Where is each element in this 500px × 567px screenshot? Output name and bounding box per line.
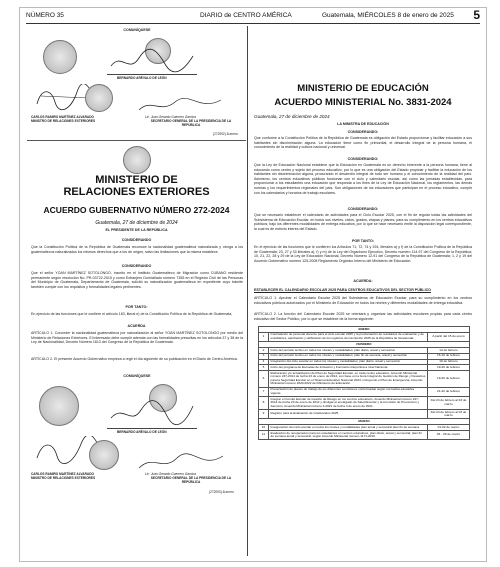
decree-place-date: Guatemala, 27 de diciembre de 2024 <box>95 220 178 226</box>
minister-heading: LA MINISTRA DE EDUCACIÓN <box>337 122 389 126</box>
row-number: 7 <box>259 387 269 396</box>
header-rule <box>26 23 480 24</box>
coat-of-arms-seal-bottom-icon <box>39 386 79 426</box>
row-number: 1 <box>259 332 269 341</box>
ministerial-decree-title: ACUERDO MINISTERIAL No. 3831-2024 <box>274 97 452 108</box>
r-paragraph-4: En el ejercicio de las funciones que le confieren los Artículos 71, 72, 74 y 194, literales a) y f) de la Constitución Política de la República de Guatemala; 23, 27 y 33 literales a), f) y m) de la Ley del Organismo Ejecutivo, Decreto número 114-97 del Congreso de la República; 10, 21, 22, 28 y 29 de la Ley de Educación Nacional, Decreto Número 12-91 del Congreso de la República de Guatemala; 1, 2 y 19 del Acuerdo Gubernativo número 125-2008 Reglamento Orgánico Interno del Ministerio de Educación. <box>254 245 472 263</box>
por-tanto: POR TANTO: <box>125 305 148 309</box>
signature-line <box>107 74 197 75</box>
r-considerando-2: CONSIDERANDO: <box>347 157 379 161</box>
table-row <box>259 371 470 388</box>
activity-date: 15-16 de febrero <box>428 353 470 359</box>
row-number: 5 <box>259 365 269 371</box>
secretary-title-top: SECRETARIO GENERAL DE LA PRESIDENCIA DE LA REPÚBLICA <box>150 119 232 128</box>
paragraph-2: Que el señor YOAN MARTÍNEZ SOTOLONGO, inscrito en el Instituto Guatemalteco de Migración como CUBANO residente permanente según resolución No. PR-03722-2015 y como Extranjero Domiciliado número 7355 en el Registro Civil de las Personas del Municipio de Guatemala, Departamento de Guatemala, solicitó su naturalización guatemalteca en expediente cuyo trámite también cumple con los requisitos y formalidades legales pertinentes. <box>31 271 243 289</box>
right-column <box>250 26 476 556</box>
paragraph-3: En ejercicio de las funciones que le confiere el artículo 183, literal e) de la Constitución Política de la República de Guatemala, <box>31 312 233 316</box>
row-number: 8 <box>259 397 269 410</box>
row-number: 3 <box>259 353 269 359</box>
minister-title-top: MINISTRO DE RELACIONES EXTERIORES <box>31 119 96 123</box>
activity-text: Inauguración del ciclo escolar en todos los niveles y modalidades plan anual y semestral plan fin de semana. <box>269 425 428 431</box>
activity-date: 19-26 de febrero <box>428 371 470 388</box>
activity-date: 01-02 de marzo <box>428 425 470 431</box>
row-number: 4 <box>259 359 269 365</box>
minister-name-top: CARLOS RAMIRO MARTÍNEZ ALVARADO <box>31 115 94 119</box>
secretary-signature-bottom-icon <box>135 452 227 474</box>
r-establece: ESTABLECER EL CALENDARIO ESCOLAR 2025 PARA CENTROS EDUCATIVOS DEL SECTOR PÚBLICO <box>254 288 431 292</box>
activity-text: Elaboración y/o actualización del Plan de Seguridad Escolar, en cada centro educativo, Acuerdo Ministerial número 247-2014 de fecha 23 de enero de 2014, con base en la Guía Integral de Gestión de Riesgo y Desastres para la Seguridad Escolar en el Sistema Educativo Nacional 2023, incluyendo el Plan de Emergencia, Acuerdo Ministerial número 1820-2022 del Ministerio de Educación. <box>269 371 428 388</box>
president-signature-icon <box>107 48 197 74</box>
activity-text: Inicio del período lectivo en todos los niveles y modalidades; plan fin de semana, anual y semestral. <box>269 353 428 359</box>
row-number: 11 <box>259 430 269 439</box>
considerando-2: CONSIDERANDO <box>121 264 152 268</box>
president-name-bottom: BERNARDO ARÉVALO DE LEÓN <box>117 430 167 434</box>
publication-ref-bottom: (272093)-8-enero <box>209 490 234 494</box>
r-por-tanto: POR TANTO: <box>351 239 375 243</box>
r-article-1: ARTÍCULO 1. Aprobar el Calendario Escolar 2025 del Subsistema de Educación Escolar, para su cumplimiento en los centros educativos públicos autorizados por el Ministerio de Educación en todos los niveles y diferentes modalidades de entrega educativa. <box>254 296 472 305</box>
activity-date: 19 de febrero <box>428 359 470 365</box>
activity-text: Evaluación de recuperación para los estudiantes en centros educativos, plan diario, anual y semestral; plan fin de semana anual y semestral, según Acuerdo Ministerial número 1171-2010. <box>269 430 428 439</box>
column-divider <box>247 26 248 556</box>
ministry-seal-icon <box>85 84 113 112</box>
activity-text: Inicio del programa de Escuelas de Iniciación y Formación Deportiva a nivel Nacional. <box>269 365 428 371</box>
president-name-top: BERNARDO ARÉVALO DE LEÓN <box>117 76 167 80</box>
r-paragraph-3: Que se necesario establecer el calendario de actividades para el Ciclo Escolar 2025, con el fin de regular todas las actividades del Subsistema de Educación Escolar, en todos sus niveles, ciclos, grados, etapas y planes; para su cumplimiento en los centros educativos públicos; bajo los diferentes modalidades de entrega educativa, por lo que se hace necesario emitir la disposición legal correspondiente, la cual es de estricto interés del Estado. <box>254 213 472 231</box>
ministry-name: MINISTERIO DE EDUCACIÓN <box>297 83 429 94</box>
month-heading: FEBRERO <box>259 342 470 348</box>
article-2: ARTÍCULO 2. El presente Acuerdo Gubernativo empieza a regir el día siguiente de su publicación en el Diario de Centro América. <box>31 357 238 361</box>
ministry-name-line2: RELACIONES EXTERIORES <box>63 186 210 198</box>
considerando-1: CONSIDERANDO <box>121 238 152 242</box>
activity-date: 21-22 de febrero <box>428 387 470 396</box>
activity-text: Inicio del período lectivo en todos los niveles y modalidades; plan diario, anual y semestral. <box>269 347 428 353</box>
minister-name-bottom: CARLOS RAMIRO MARTÍNEZ ALVARADO <box>31 472 94 476</box>
table-row <box>259 332 470 341</box>
paragraph-1: Que la Constitución Política de la República de Guatemala reconoce la nacionalidad guatemalteca naturalizada y otorga a los guatemaltecos naturalizados los mismos derechos que a los de origen, salvo las limitaciones que la misma establece. <box>31 245 243 254</box>
decree-title: ACUERDO GUBERNATIVO NÚMERO 272-2024 <box>43 205 230 215</box>
left-column <box>27 26 246 556</box>
publication-ref-top: (272092)-8-enero <box>213 132 238 136</box>
activity-text: Registro para la Evaluación de Graduandos 2025. <box>269 409 428 418</box>
section-rule <box>27 140 246 141</box>
acuerda-heading: ACUERDA <box>127 324 146 328</box>
page-number: 5 <box>473 8 480 22</box>
ministry-name-line1: MINISTERIO DE <box>95 174 178 186</box>
activity-date: 19-26 de febrero <box>428 365 470 371</box>
row-number: 10 <box>259 425 269 431</box>
activity-text: Integración del ciclo escolar en todos los niveles y modalidades; plan diario, anual y semestral. <box>269 359 428 365</box>
issue-number: NÚMERO 35 <box>26 12 64 19</box>
secretary-name-bottom: Lic. Juan Gerardo Guerrero Garnica <box>145 472 197 476</box>
activity-text: Integrar el Comité Escolar de Gestión de Riesgo en los centros educativos, Acuerdo Ministerial número 247-2014 de fecha 23 de enero de 2014 y divulgar el encargado de Salud Escolar y la Comisión de Prevención y Atención, Acuerdo Ministerial número 3-2021 de fecha 4 de enero de 2021. <box>269 397 428 410</box>
month-heading: ENERO <box>259 327 470 333</box>
r-paragraph-1: Que conforme a la Constitución Política de la República de Guatemala es obligación del Estado proporcionar y facilitar educación a sus habitantes sin discriminación alguna. La educación tiene como fin primordial, el desarrollo integral de la persona humana, el conocimiento de la realidad y cultura nacional y universal. <box>254 136 472 150</box>
table-row <box>259 397 470 410</box>
newspaper-name: DIARIO de CENTRO AMÉRICA <box>200 12 292 19</box>
row-number: 2 <box>259 347 269 353</box>
r-considerando-1: CONSIDERANDO: <box>347 130 379 134</box>
signature-line-bottom <box>107 428 197 429</box>
guatemala-emblem-icon <box>123 146 151 174</box>
activity-date: 03 - 09 de marzo <box>428 430 470 439</box>
r-paragraph-2: Que la Ley de Educación Nacional establece que la Educación en Guatemala es un derecho inherente a la persona humana, tiene al educando como centro y sujeto del proceso educativo, por lo que es una obligación del Estado propiciar y facilitar la educación de los habitantes sin discriminación alguna, procurando el desarrollo integral de todo ser humano y el conocimiento de la realidad del país. Asimismo, los centros educativos públicos funcionan con el ciclo y calendario escolar, así como las jornadas establecidas, para proporcionar a los estudiantes una educación que responda a los fines de la Ley de Educación Nacional, los reglamentos, las demás normas y los requerimientos regionales del país. Son obligaciones de los educadores que participan en el proceso educativo, cumplir con los calendarios y horarios de trabajo escolares. <box>254 163 472 195</box>
ministry-seal-bottom-icon <box>89 440 119 470</box>
activity-date: Del 24 de febrero al 03 de marzo <box>428 409 470 418</box>
table-row <box>259 387 470 396</box>
president-signature-bottom-icon <box>107 398 197 428</box>
secretary-name-top: Lic. Juan Gerardo Guerrero Garnica <box>145 115 197 119</box>
issue-date: Guatemala, MIÉRCOLES 8 de enero de 2025 <box>322 12 454 19</box>
activity-text: Contratación de personal docente para el ciclo escolar 2025 y la proclamación de resultados de evaluación y de estudiantes, aprobación y ratificación de los registros de inscripción 2025 de la República de Guatemala. <box>269 332 428 341</box>
activity-date: 14 de febrero <box>428 347 470 353</box>
r-article-2: ARTÍCULO 2. La función del Calendario Escolar 2025 se orientará y organizar las actividades escolares propias para cada centro educativo del Sector Público, por lo que se establece de la forma siguiente: <box>254 312 472 321</box>
activity-text: Presentación de planes de trabajo de los diferentes comisiones conformadas según normativa educativa vigente. <box>269 387 428 396</box>
activity-date: A partir del 15 de enero <box>428 332 470 341</box>
table-row <box>259 430 470 439</box>
r-acuerda: ACUERDA: <box>353 279 373 283</box>
table-row <box>259 409 470 418</box>
month-heading: MARZO <box>259 419 470 425</box>
row-number: 6 <box>259 371 269 388</box>
page-header <box>26 10 480 22</box>
comuniquese-top: COMUNÍQUESE <box>123 28 151 32</box>
activity-date: Del 24 de febrero al 03 de marzo <box>428 397 470 410</box>
row-number: 9 <box>259 409 269 418</box>
minister-title-bottom: MINISTRO DE RELACIONES EXTERIORES <box>31 476 96 480</box>
school-calendar-table <box>258 326 470 440</box>
comuniquese-bottom: COMUNÍQUESE <box>123 374 151 378</box>
secretary-signature-icon <box>135 96 225 116</box>
president-heading: EL PRESIDENTE DE LA REPÚBLICA <box>105 228 168 232</box>
secretary-title-bottom: SECRETARIO GENERAL DE LA PRESIDENCIA DE LA REPÚBLICA <box>150 476 232 485</box>
ministerial-place-date: Guatemala, 27 de diciembre de 2024 <box>254 114 330 119</box>
coat-of-arms-seal-icon <box>43 40 77 74</box>
r-considerando-3: CONSIDERANDO: <box>347 207 379 211</box>
article-1: ARTÍCULO 1. Conceder la nacionalidad guatemalteca por naturalización al señor YOAN MARTÍNEZ SOTOLONGO por medio del Ministerio de Relaciones Exteriores. El interesado debe cumplir además con las formalidades prescritas en los artículos 37 y 38 de la Ley de Nacionalidad, Decreto Número 1613 del Congreso de la República de Guatemala. <box>31 331 243 345</box>
